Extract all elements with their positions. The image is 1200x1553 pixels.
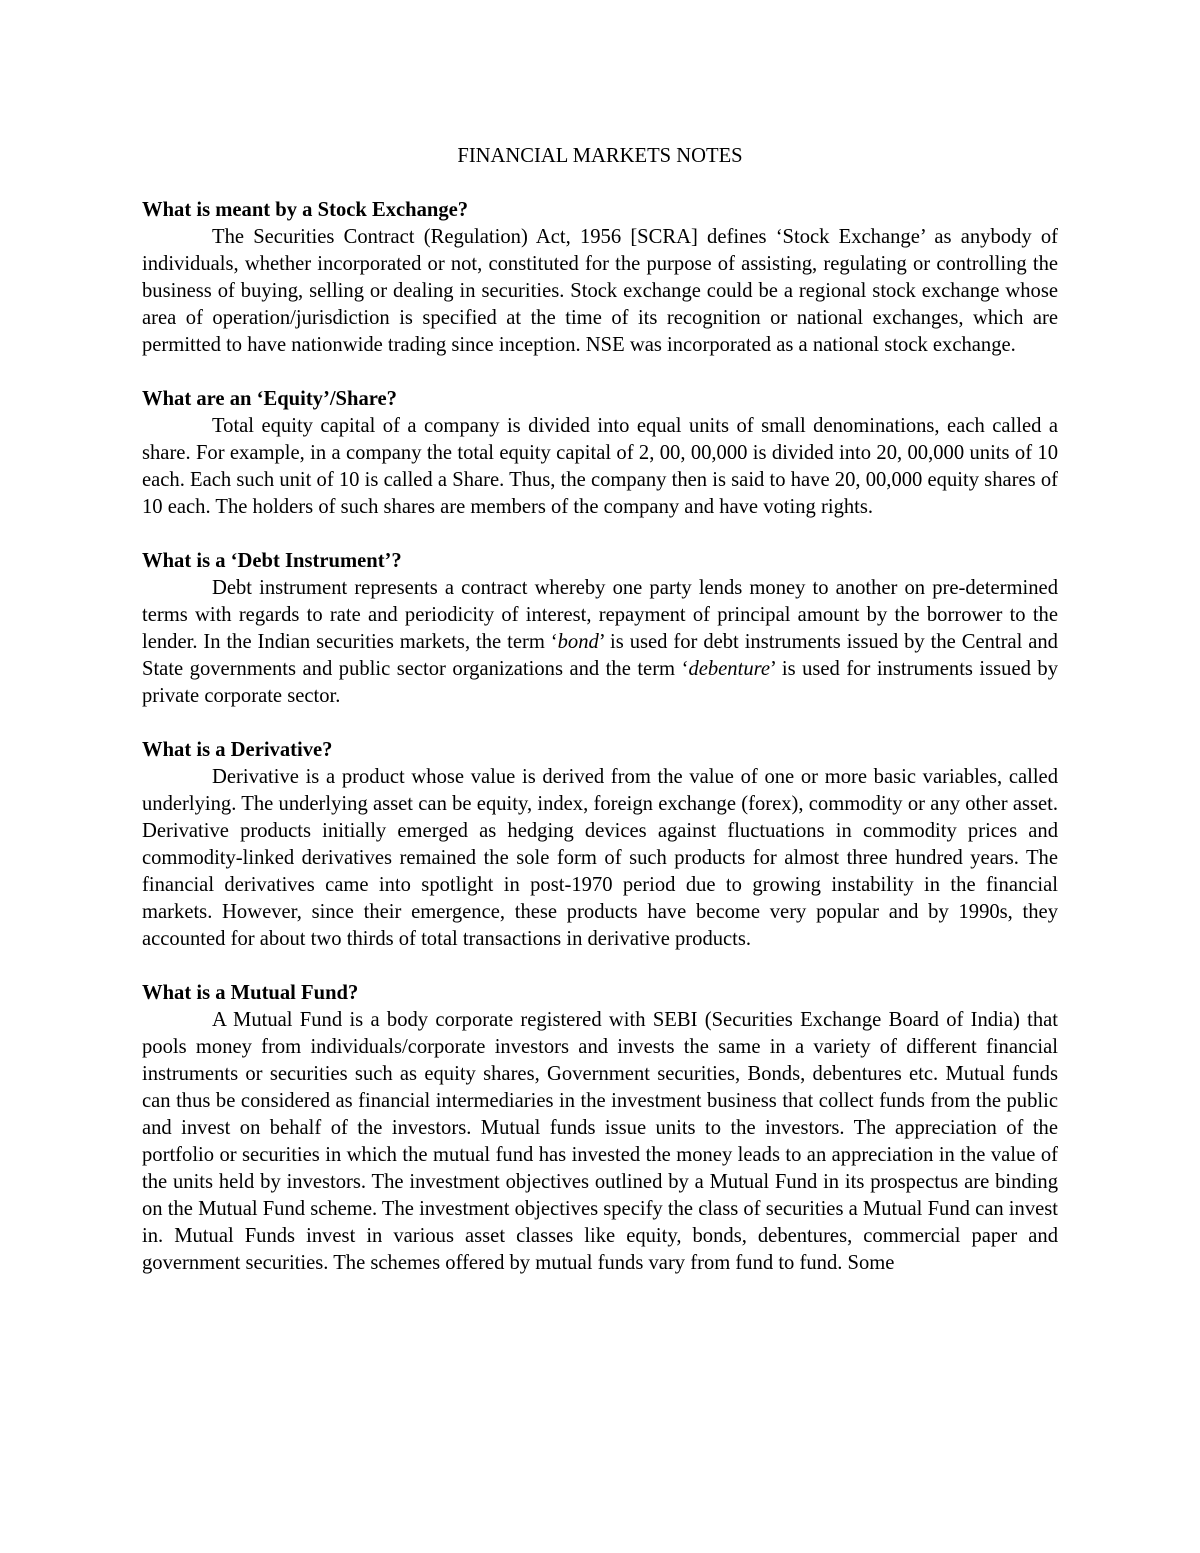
sections-container [142, 197, 1058, 1277]
section [142, 197, 1058, 359]
section [142, 386, 1058, 521]
section-heading: What is meant by a Stock Exchange? [142, 199, 469, 221]
section-heading: What is a ‘Debt Instrument’? [142, 550, 402, 572]
paragraph-text: Debt instrument represents a contract whereby one party lends money to another on pre-determined terms with regards to rate and periodicity of interest, repayment of principal amount by the borrower to the lender. In the Indian securities markets, the term ‘ [142, 577, 1058, 653]
section [142, 548, 1058, 710]
section-paragraph [142, 1007, 1058, 1277]
section-paragraph [142, 224, 1058, 359]
italic-term: bond [557, 631, 599, 653]
document-title: FINANCIAL MARKETS NOTES [457, 145, 743, 167]
section-paragraph [142, 764, 1058, 953]
section-paragraph [142, 413, 1058, 521]
paragraph-text: Total equity capital of a company is divided into equal units of small denominations, each called a share. For example, in a company the total equity capital of 2, 00, 00,000 is divided into 20, 00,000 units of 10 each. Each such unit of 10 is called a Share. Thus, the company then is said to have 20, 00,000 equity shares of 10 each. The holders of such shares are members of the company and have voting rights. [142, 415, 1058, 518]
section-heading: What are an ‘Equity’/Share? [142, 388, 397, 410]
section [142, 737, 1058, 953]
section-paragraph [142, 575, 1058, 710]
italic-term: debenture [688, 658, 771, 680]
paragraph-text: ’ is used for instruments issued by private corporate sector. [142, 658, 1058, 707]
section [142, 980, 1058, 1277]
section-heading: What is a Mutual Fund? [142, 982, 359, 1004]
paragraph-text: ’ is used for debt instruments issued by the Central and State governments and public sector organizations and the term ‘ [142, 631, 1058, 680]
section-heading: What is a Derivative? [142, 739, 333, 761]
paragraph-text: The Securities Contract (Regulation) Act, 1956 [SCRA] defines ‘Stock Exchange’ as anybody of individuals, whether incorporated or not, constituted for the purpose of assisting, regulating or controlling the business of buying, selling or dealing in securities. Stock exchange could be a regional stock exchange whose area of operation/jurisdiction is specified at the time of its recognition or national exchanges, which are permitted to have nationwide trading since inception. NSE was incorporated as a national stock exchange. [142, 226, 1058, 356]
paragraph-text: A Mutual Fund is a body corporate registered with SEBI (Securities Exchange Board of India) that pools money from individuals/corporate investors and invests the same in a variety of different financial instruments or securities such as equity shares, Government securities, Bonds, debentures etc. Mutual funds can thus be considered as financial intermediaries in the investment business that collect funds from the public and invest on behalf of the investors. Mutual funds issue units to the investors. The appreciation of the portfolio or securities in which the mutual fund has invested the money leads to an appreciation in the value of the units held by investors. The investment objectives outlined by a Mutual Fund in its prospectus are binding on the Mutual Fund scheme. The investment objectives specify the class of securities a Mutual Fund can invest in. Mutual Funds invest in various asset classes like equity, bonds, debentures, commercial paper and government securities. The schemes offered by mutual funds vary from fund to fund. Some [142, 1009, 1058, 1274]
paragraph-text: Derivative is a product whose value is derived from the value of one or more basic variables, called underlying. The underlying asset can be equity, index, foreign exchange (forex), commodity or any other asset. Derivative products initially emerged as hedging devices against fluctuations in commodity prices and commodity-linked derivatives remained the sole form of such products for almost three hundred years. The financial derivatives came into spotlight in post-1970 period due to growing instability in the financial markets. However, since their emergence, these products have become very popular and by 1990s, they accounted for about two thirds of total transactions in derivative products. [142, 766, 1058, 950]
document-body [142, 143, 1058, 1304]
